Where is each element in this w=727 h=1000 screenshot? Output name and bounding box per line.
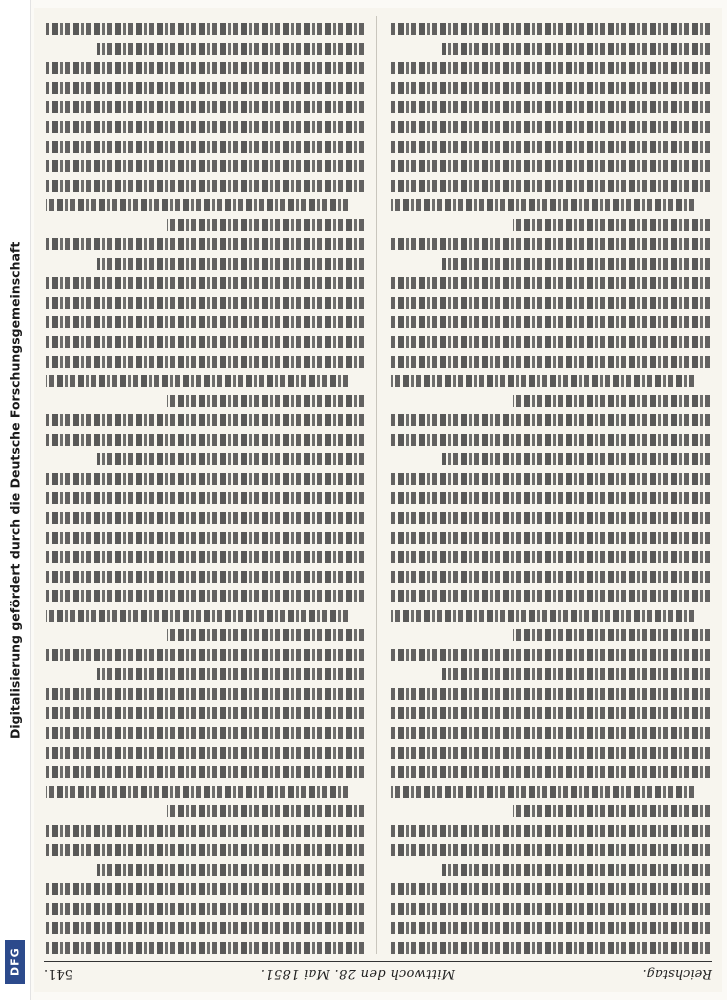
scanned-page: [34, 8, 722, 992]
text-line: [46, 297, 365, 309]
text-line: [46, 336, 365, 348]
text-line: [46, 180, 365, 192]
text-line: [513, 629, 710, 641]
text-line: [392, 707, 711, 719]
text-line: [97, 864, 365, 876]
text-line: [392, 23, 711, 35]
text-line: [392, 414, 711, 426]
text-line: [392, 238, 711, 250]
text-line: [46, 238, 365, 250]
text-line: [46, 82, 365, 94]
left-column: [392, 16, 711, 954]
text-line: [392, 942, 711, 954]
text-line: [392, 62, 711, 74]
text-line: [392, 903, 711, 915]
text-line: [392, 356, 711, 368]
text-line: [392, 473, 711, 485]
text-line: [167, 219, 364, 231]
text-line: [46, 199, 349, 211]
text-line: [46, 825, 365, 837]
text-line: [46, 786, 349, 798]
page-number: 541.: [44, 966, 73, 982]
text-line: [392, 434, 711, 446]
text-line: [513, 219, 710, 231]
text-line: [392, 590, 711, 602]
text-line: [392, 551, 711, 563]
text-line: [46, 922, 365, 934]
text-line: [392, 786, 695, 798]
text-line: [167, 395, 364, 407]
text-line: [392, 121, 711, 133]
text-line: [392, 512, 711, 524]
text-line: [392, 922, 711, 934]
text-line: [46, 414, 365, 426]
text-line: [392, 532, 711, 544]
text-line: [46, 844, 365, 856]
text-line: [392, 610, 695, 622]
text-line: [46, 277, 365, 289]
text-line: [46, 473, 365, 485]
text-line: [46, 160, 365, 172]
text-line: [46, 141, 365, 153]
text-line: [46, 707, 365, 719]
text-line: [46, 766, 365, 778]
text-line: [46, 512, 365, 524]
text-line: [392, 199, 695, 211]
text-columns: [46, 16, 710, 954]
text-line: [46, 23, 365, 35]
text-line: [46, 747, 365, 759]
text-line: [392, 82, 711, 94]
text-line: [392, 317, 711, 329]
text-line: [392, 160, 711, 172]
text-line: [392, 375, 695, 387]
text-line: [46, 590, 365, 602]
text-line: [442, 43, 710, 55]
text-line: [46, 101, 365, 113]
text-line: [46, 492, 365, 504]
text-line: [46, 727, 365, 739]
text-line: [97, 43, 365, 55]
text-line: [167, 805, 364, 817]
text-line: [46, 571, 365, 583]
running-head-center: Mittwoch den 28. Mai 1851.: [260, 966, 455, 982]
text-line: [513, 395, 710, 407]
text-line: [167, 629, 364, 641]
digitization-strip: [0, 0, 31, 1000]
text-line: [442, 258, 710, 270]
text-line: [442, 453, 710, 465]
text-line: [442, 668, 710, 680]
text-line: [392, 844, 711, 856]
text-line: [46, 942, 365, 954]
text-line: [46, 688, 365, 700]
dfg-logo-icon: DFG: [5, 940, 25, 984]
text-line: [392, 571, 711, 583]
text-line: [97, 258, 365, 270]
text-line: [46, 649, 365, 661]
text-line: [97, 453, 365, 465]
text-line: [392, 688, 711, 700]
text-line: [46, 317, 365, 329]
text-line: [46, 532, 365, 544]
text-line: [392, 766, 711, 778]
text-line: [97, 668, 365, 680]
text-line: [392, 277, 711, 289]
text-line: [392, 649, 711, 661]
text-line: [46, 375, 349, 387]
text-line: [46, 883, 365, 895]
text-line: [392, 825, 711, 837]
text-line: [442, 864, 710, 876]
text-line: [513, 805, 710, 817]
text-line: [392, 747, 711, 759]
text-line: [392, 883, 711, 895]
running-head-left: Reichstag.: [642, 966, 712, 982]
text-line: [392, 727, 711, 739]
text-line: [46, 62, 365, 74]
text-line: [46, 551, 365, 563]
text-line: [392, 492, 711, 504]
text-line: [46, 610, 349, 622]
text-line: [46, 903, 365, 915]
text-line: [392, 101, 711, 113]
right-column: [46, 16, 378, 954]
digitization-credit: Digitalisierung gefördert durch die Deutsche Forschungsgemeinschaft: [7, 241, 23, 739]
text-line: [46, 121, 365, 133]
running-head: [44, 961, 712, 986]
text-line: [392, 141, 711, 153]
text-line: [392, 180, 711, 192]
text-line: [46, 356, 365, 368]
text-line: [392, 297, 711, 309]
text-line: [46, 434, 365, 446]
text-line: [392, 336, 711, 348]
